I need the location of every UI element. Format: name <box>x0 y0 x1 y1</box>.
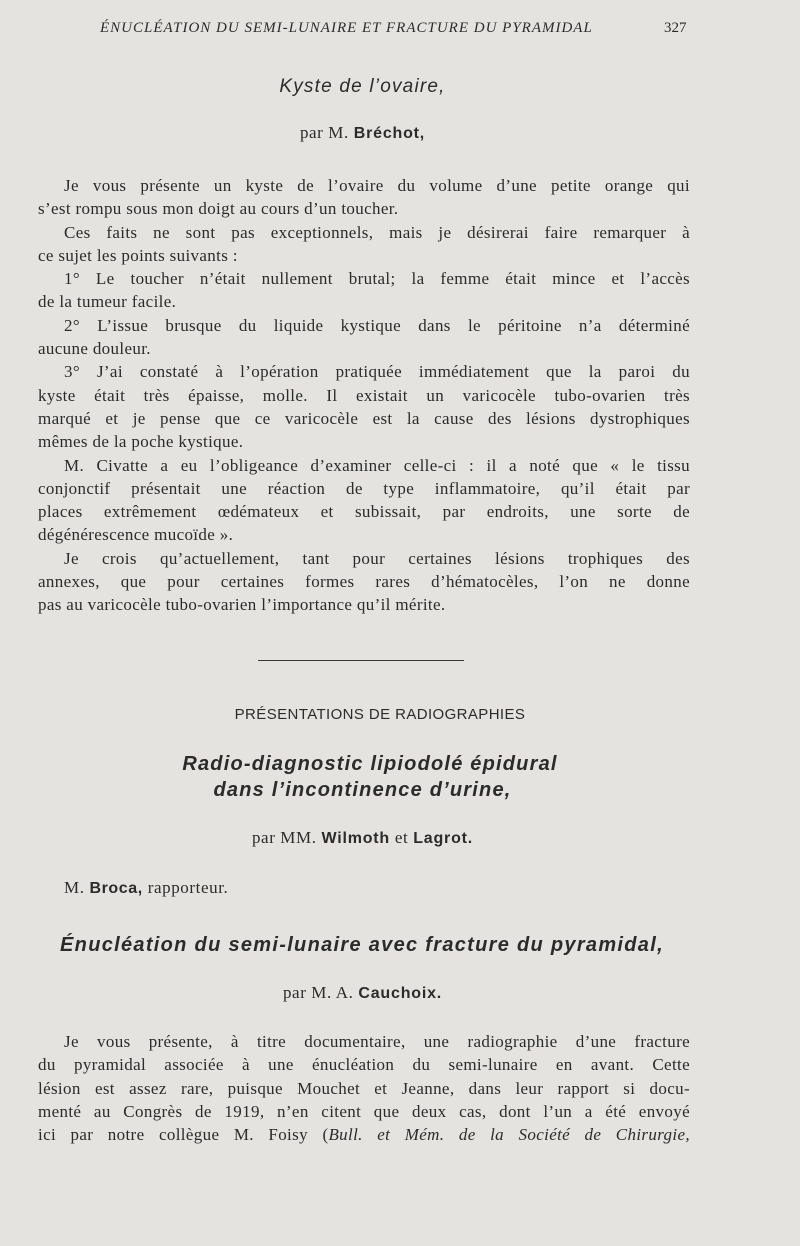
article2-title-line2: dans l’incontinence d’urine, <box>213 779 512 801</box>
byline-conjunction: et <box>394 828 409 847</box>
text-line: pas au varicocèle tubo-ovarien l’importance qu’il mérite. <box>38 595 446 615</box>
byline-prefix: par M. A. <box>282 983 354 1002</box>
text-line: 3° J’ai constaté à l’opération pratiquée immédiatement que la paroi du <box>64 362 690 382</box>
text-line: aucune douleur. <box>38 339 151 359</box>
text-line: annexes, que pour certaines formes rares d’hématocèles, l’on ne donne <box>38 572 690 592</box>
text-line: M. Civatte a eu l’obligeance d’examiner celle-ci : il a noté que « le tissu <box>64 455 690 475</box>
text-line: marqué et je pense que ce varicocèle est la cause des lésions dystrophiques <box>38 408 690 428</box>
text-segment: ici par notre collègue M. Foisy ( <box>38 1125 329 1145</box>
author-name: Cauchoix. <box>358 985 443 1002</box>
rapporteur-role: rapporteur. <box>147 878 229 897</box>
text-line: 1° Le toucher n’était nullement brutal; la femme était mince et l’accès <box>64 269 690 289</box>
section-heading: PRÉSENTATIONS DE RADIOGRAPHIES <box>234 706 526 723</box>
text-line: de la tumeur facile. <box>38 292 177 312</box>
text-line: kyste était très épaisse, molle. Il existait un varicocèle tubo-ovarien très <box>38 385 690 405</box>
text-line: menté au Congrès de 1919, n’en citent que deux cas, dont l’un a été envoyé <box>38 1101 690 1121</box>
text-line: s’est rompu sous mon doigt au cours d’un toucher. <box>38 199 399 219</box>
text-line: Je vous présente, à titre documentaire, une radiographie d’une fracture <box>64 1032 690 1051</box>
text-line: places extrêmement œdémateux et subissait, par endroits, une sorte de <box>38 502 690 522</box>
rapporteur-name: Broca, <box>89 880 143 897</box>
text-line: lésion est assez rare, puisque Mouchet et Jeanne, dans leur rapport si docu- <box>38 1078 690 1098</box>
article1-byline <box>0 123 725 143</box>
article2-title-line1: Radio-diagnostic lipiodolé épidural <box>182 753 558 775</box>
text-line: Je crois qu’actuellement, tant pour certaines lésions trophiques des <box>64 548 690 568</box>
citation-italic: Bull. et Mém. de la Société de Chirurgie, <box>328 1125 690 1145</box>
byline-prefix: par M. <box>299 123 349 142</box>
article3-title: Énucléation du semi-lunaire avec fracture du pyramidal, <box>60 934 664 956</box>
article3-body <box>38 1030 690 1146</box>
text-line: dégénérescence mucoïde ». <box>38 525 234 545</box>
running-head: ÉNUCLÉATION DU SEMI-LUNAIRE ET FRACTURE DU PYRAMIDAL <box>100 20 593 36</box>
text-line: Ces faits ne sont pas exceptionnels, mais je désirerai faire remarquer à <box>64 222 690 242</box>
article1-title: Kyste de l’ovaire, <box>279 76 446 97</box>
text-line: du pyramidal associée à une énucléation du semi-lunaire en avant. Cette <box>38 1055 690 1075</box>
page-number: 327 <box>664 20 687 36</box>
text-line: ce sujet les points suivants : <box>38 245 238 265</box>
text-line: conjonctif présentait une réaction de type inflammatoire, qu’il était par <box>38 478 690 498</box>
author-name: Bréchot, <box>353 125 426 142</box>
text-line: mêmes de la poche kystique. <box>38 432 244 452</box>
article1-body <box>38 174 690 617</box>
text-line: 2° L’issue brusque du liquide kystique dans le péritoine n’a déterminé <box>64 315 690 335</box>
text-line: Je vous présente un kyste de l’ovaire du volume d’une petite orange qui <box>64 176 690 195</box>
author-name: Lagrot. <box>413 830 474 847</box>
rapporteur-line <box>64 878 228 898</box>
rapporteur-prefix: M. <box>64 878 85 897</box>
article2-byline <box>0 828 725 848</box>
byline-prefix: par MM. <box>251 828 317 847</box>
text-line-last <box>38 1123 690 1146</box>
section-divider <box>258 660 464 661</box>
article3-byline <box>0 983 725 1003</box>
author-name: Wilmoth <box>321 830 391 847</box>
